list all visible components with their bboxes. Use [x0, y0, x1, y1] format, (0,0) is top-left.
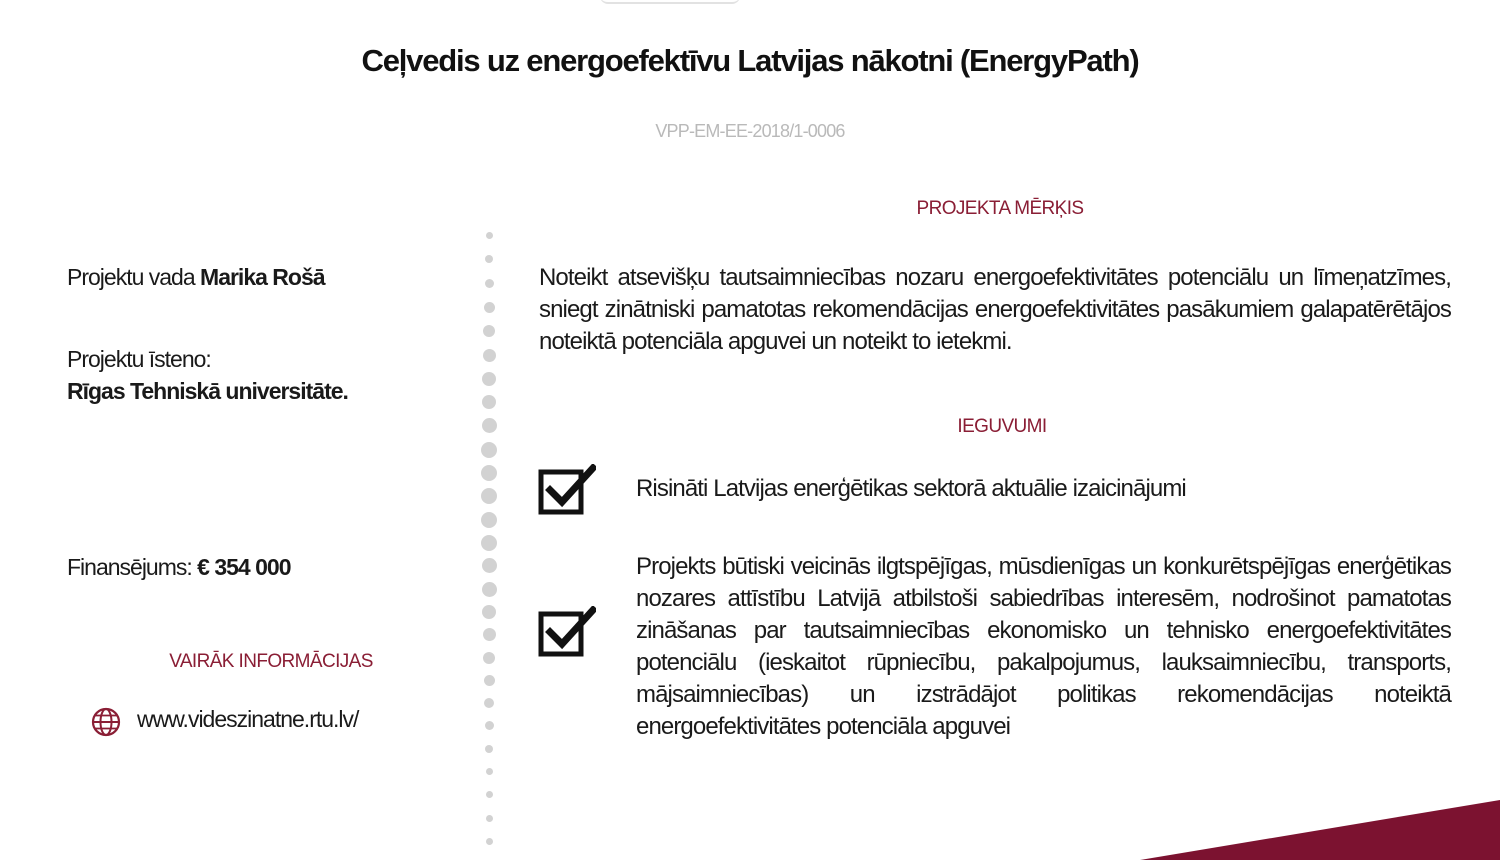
funding-label: Finansējums: [67, 554, 198, 580]
dotted-divider [478, 232, 500, 860]
divider-dot [483, 349, 496, 362]
divider-dot [481, 535, 497, 551]
divider-dot [486, 815, 493, 822]
divider-dot [482, 605, 496, 619]
funding [67, 554, 291, 581]
project-leader [67, 264, 325, 291]
divider-dot [481, 465, 497, 481]
divider-dot [481, 512, 497, 528]
divider-dot [482, 395, 496, 409]
checkbox-checked-icon [538, 606, 596, 658]
divider-dot [486, 791, 493, 798]
divider-dot [485, 279, 494, 288]
divider-dot [481, 442, 497, 458]
implementer-label: Projektu īsteno: [67, 346, 211, 372]
divider-dot [484, 675, 495, 686]
divider-dot [483, 628, 496, 641]
goal-text: Noteikt atsevišķu tautsaimniecības nozaru energoefektivitātes potenciālu un līmeņatzīmes, sniegt zinātniski pamatotas rekomendācijas energoefektivitātes pasākumiem galapatērētājos noteiktā potenciāla apguvei un noteikt to ietekmi. [539, 264, 1451, 355]
page-title: Ceļvedis uz energoefektīvu Latvijas nākotni (EnergyPath) [361, 43, 1139, 78]
divider-dot [481, 488, 497, 504]
benefit-item-1: Risināti Latvijas enerģētikas sektorā aktuālie izaicinājumi [636, 475, 1186, 502]
top-decoration [600, 0, 740, 4]
divider-dot [486, 232, 493, 239]
divider-dot [484, 698, 494, 708]
divider-dot [485, 745, 493, 753]
benefits-heading: IEGUVUMI [957, 416, 1047, 437]
divider-dot [484, 302, 495, 313]
divider-dot [485, 255, 493, 263]
funding-value: € 354 000 [197, 554, 291, 580]
implementer-name: Rīgas Tehniskā universitāte. [67, 378, 348, 404]
divider-dot [486, 838, 493, 845]
project-code: VPP-EM-EE-2018/1-0006 [655, 121, 845, 141]
divider-dot [482, 558, 497, 573]
checkbox-checked-icon [538, 464, 596, 516]
website-link[interactable]: www.videszinatne.rtu.lv/ [137, 706, 359, 732]
divider-dot [485, 721, 494, 730]
divider-dot [482, 418, 497, 433]
goal-heading: PROJEKTA MĒRĶIS [916, 198, 1084, 219]
divider-dot [482, 582, 497, 597]
benefit-item-2: Projekts būtiski veicinās ilgtspējīgas, mūsdienīgas un konkurētspējīgas enerģētikas nozares attīstību Latvijā atbilstoši sabiedrības interesēm, nodrošinot pamatotas zināšanas par tautsaimniecības ekonomisko un tehnisko energoefektivitātes potenciālu (ieskaitot rūpniecību, pakalpojumus, lauksaimniecību, transports, mājsaimniecības) un izstrādājot politikas rekomendācijas noteiktā energoefektivitātes potenciāla apguvei [636, 553, 1451, 740]
project-leader-name: Marika Rošā [200, 264, 325, 290]
divider-dot [486, 768, 493, 775]
more-info-heading: VAIRĀK INFORMĀCIJAS [169, 651, 373, 672]
decorative-wedge [1060, 800, 1500, 860]
divider-dot [482, 372, 496, 386]
project-leader-label: Projektu vada [67, 264, 201, 290]
divider-dot [483, 325, 495, 337]
globe-icon [90, 706, 122, 738]
divider-dot [483, 652, 495, 664]
